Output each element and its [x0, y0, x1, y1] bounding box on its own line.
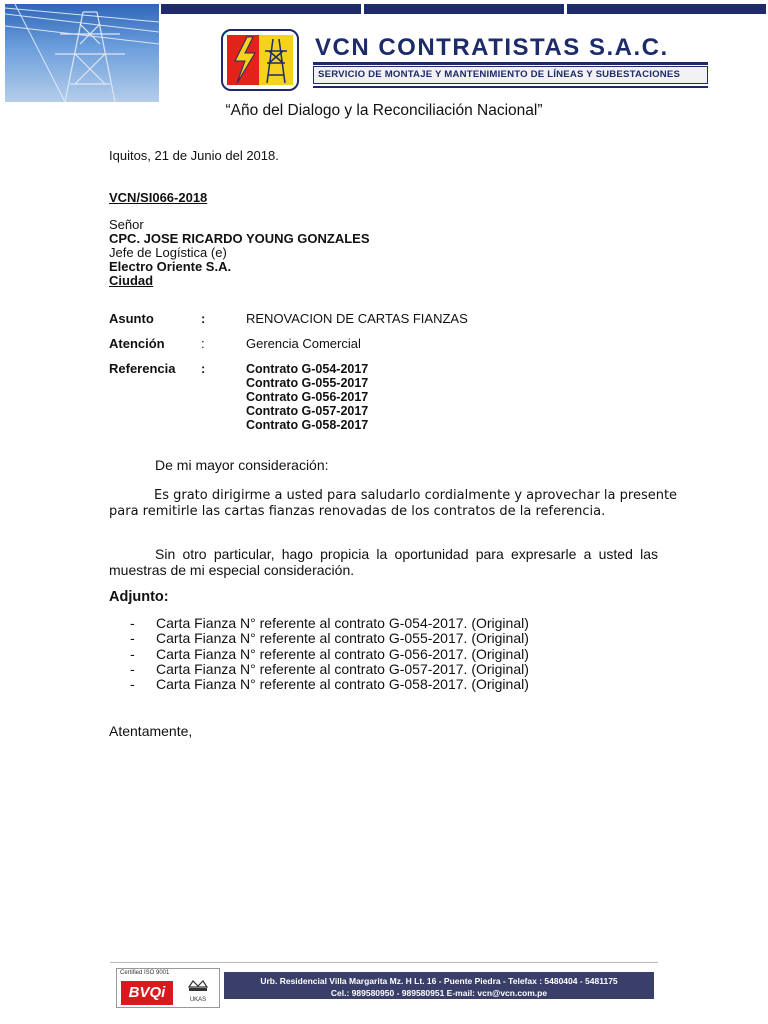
list-dash: - — [130, 615, 135, 631]
certification-badge — [116, 968, 220, 1008]
referencia-colon: : — [201, 361, 206, 376]
attachment-item — [130, 630, 529, 646]
list-dash: - — [130, 646, 135, 662]
cert-brand-logo: BVQi — [121, 981, 173, 1005]
recipient-company: Electro Oriente S.A. — [109, 259, 232, 274]
paragraph-2-line-2: muestras de mi especial consideración. — [109, 562, 355, 578]
date-line: Iquitos, 21 de Junio del 2018. — [109, 148, 279, 163]
attachments-title: Adjunto: — [109, 589, 169, 605]
atencion-label: Atención — [109, 336, 165, 351]
svg-text:UKAS: UKAS — [189, 997, 207, 1003]
atencion-colon: : — [201, 336, 205, 351]
attachment-text: Carta Fianza N° referente al contrato G-058-2017. (Original) — [156, 676, 529, 692]
list-dash: - — [130, 676, 135, 692]
greeting: De mi mayor consideración: — [155, 457, 329, 473]
asunto-colon: : — [201, 311, 206, 326]
attachment-item — [130, 646, 529, 662]
atencion-value: Gerencia Comercial — [246, 336, 361, 351]
reference-item: Contrato G-055-2017 — [246, 376, 369, 390]
referencia-label: Referencia — [109, 361, 176, 376]
reference-item: Contrato G-058-2017 — [246, 418, 369, 432]
list-dash: - — [130, 661, 135, 677]
company-logo — [221, 29, 299, 91]
paragraph-1-line-2: para remitirle las cartas fianzas renovadas de los contratos de la referencia. — [109, 504, 606, 519]
asunto-label: Asunto — [109, 311, 154, 326]
closing: Atentamente, — [109, 723, 193, 739]
attachment-text: Carta Fianza N° referente al contrato G-054-2017. (Original) — [156, 615, 529, 631]
attachment-item — [130, 615, 529, 631]
header-bar-2 — [364, 4, 564, 14]
crown-seal-icon — [183, 977, 213, 1005]
attachment-text: Carta Fianza N° referente al contrato G-055-2017. (Original) — [156, 630, 529, 646]
letter-code: VCN/SI066-2018 — [109, 190, 208, 205]
power-tower-photo — [5, 4, 159, 102]
attachment-item — [130, 676, 529, 692]
attachment-text: Carta Fianza N° referente al contrato G-056-2017. (Original) — [156, 646, 529, 662]
asunto-value: RENOVACION DE CARTAS FIANZAS — [246, 311, 468, 326]
attachment-text: Carta Fianza N° referente al contrato G-057-2017. (Original) — [156, 661, 529, 677]
footer-address: Urb. Residencial Villa Margarita Mz. H Lt. 16 - Puente Piedra - Telefax : 5480404 - 5481175 — [260, 976, 618, 986]
footer-contact: Cel.: 989580950 - 989580951 E-mail: vcn@vcn.com.pe — [330, 988, 548, 998]
recipient-salutation: Señor — [109, 217, 144, 232]
company-rule-top — [313, 62, 708, 65]
cert-label: Certified ISO 9001 — [120, 970, 170, 976]
company-tagline: SERVICIO DE MONTAJE Y MANTENIMIENTO DE LÍNEAS Y SUBESTACIONES — [318, 69, 681, 80]
year-motto: “Año del Dialogo y la Reconciliación Nacional” — [225, 102, 543, 119]
recipient-city: Ciudad — [109, 273, 154, 288]
list-dash: - — [130, 630, 135, 646]
reference-item: Contrato G-056-2017 — [246, 390, 369, 404]
paragraph-2-line-1: Sin otro particular, hago propicia la oportunidad para expresarle a usted las — [155, 546, 658, 562]
header-bar-3 — [567, 4, 766, 14]
footer-rule — [110, 962, 658, 963]
header-bar-1 — [161, 4, 361, 14]
lightning-tower-icon — [223, 31, 297, 89]
paragraph-1-line-1: Es grato dirigirme a usted para saludarlo cordialmente y aprovechar la presente — [154, 488, 678, 503]
company-rule-bottom — [313, 86, 708, 88]
recipient-name: CPC. JOSE RICARDO YOUNG GONZALES — [109, 231, 370, 246]
reference-item: Contrato G-054-2017 — [246, 362, 369, 376]
attachment-item — [130, 661, 529, 677]
reference-item: Contrato G-057-2017 — [246, 404, 369, 418]
recipient-position: Jefe de Logística (e) — [109, 245, 227, 260]
company-name: VCN CONTRATISTAS S.A.C. — [315, 34, 669, 61]
